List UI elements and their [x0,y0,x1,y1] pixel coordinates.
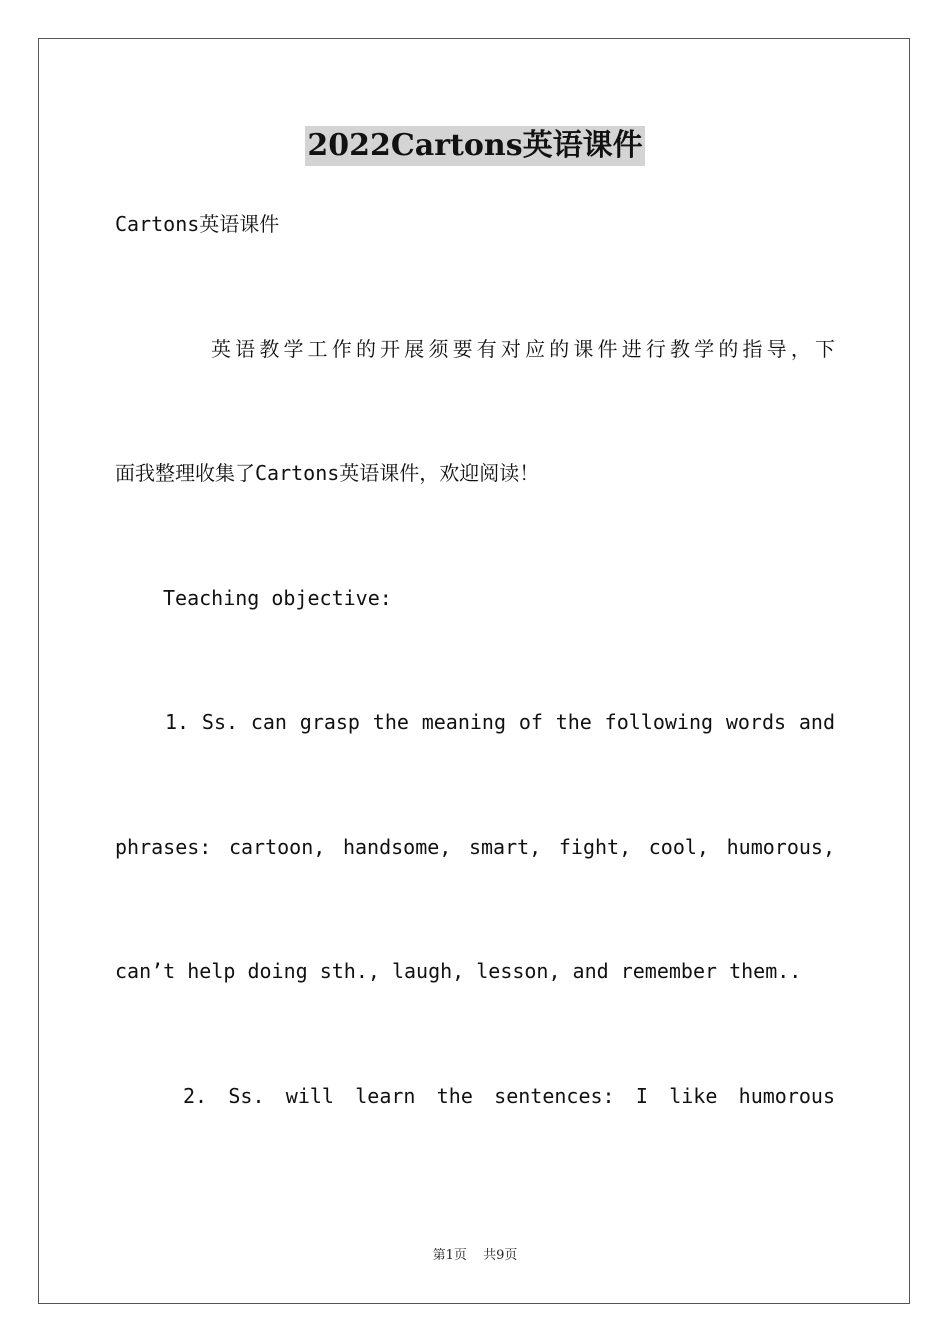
paragraph-line-2: 面我整理收集了Cartons英语课件，欢迎阅读！ [115,461,540,485]
page-footer [0,1247,950,1265]
subtitle-line: Cartons英语课件 [115,212,280,236]
objective-1-line-1: 1. Ss. can grasp the meaning of the following words and [165,710,835,734]
paragraph-line-1: 英语教学工作的开展须要有对应的课件进行教学的指导，下 [211,337,835,361]
page-number-current: 第1页 [432,1248,467,1263]
page-number-total: 共9页 [483,1248,518,1263]
objective-1-line-2: phrases: cartoon, handsome, smart, fight, cool, humorous, [115,835,835,859]
objective-2-line-1: 2. Ss. will learn the sentences: I like humorous [183,1084,835,1108]
title-container [0,126,950,166]
document-title: 2022Cartons英语课件 [305,126,644,166]
objective-1-line-3: can’t help doing sth., laugh, lesson, and remember them.. [115,959,802,983]
teaching-objective-heading: Teaching objective: [163,586,392,610]
